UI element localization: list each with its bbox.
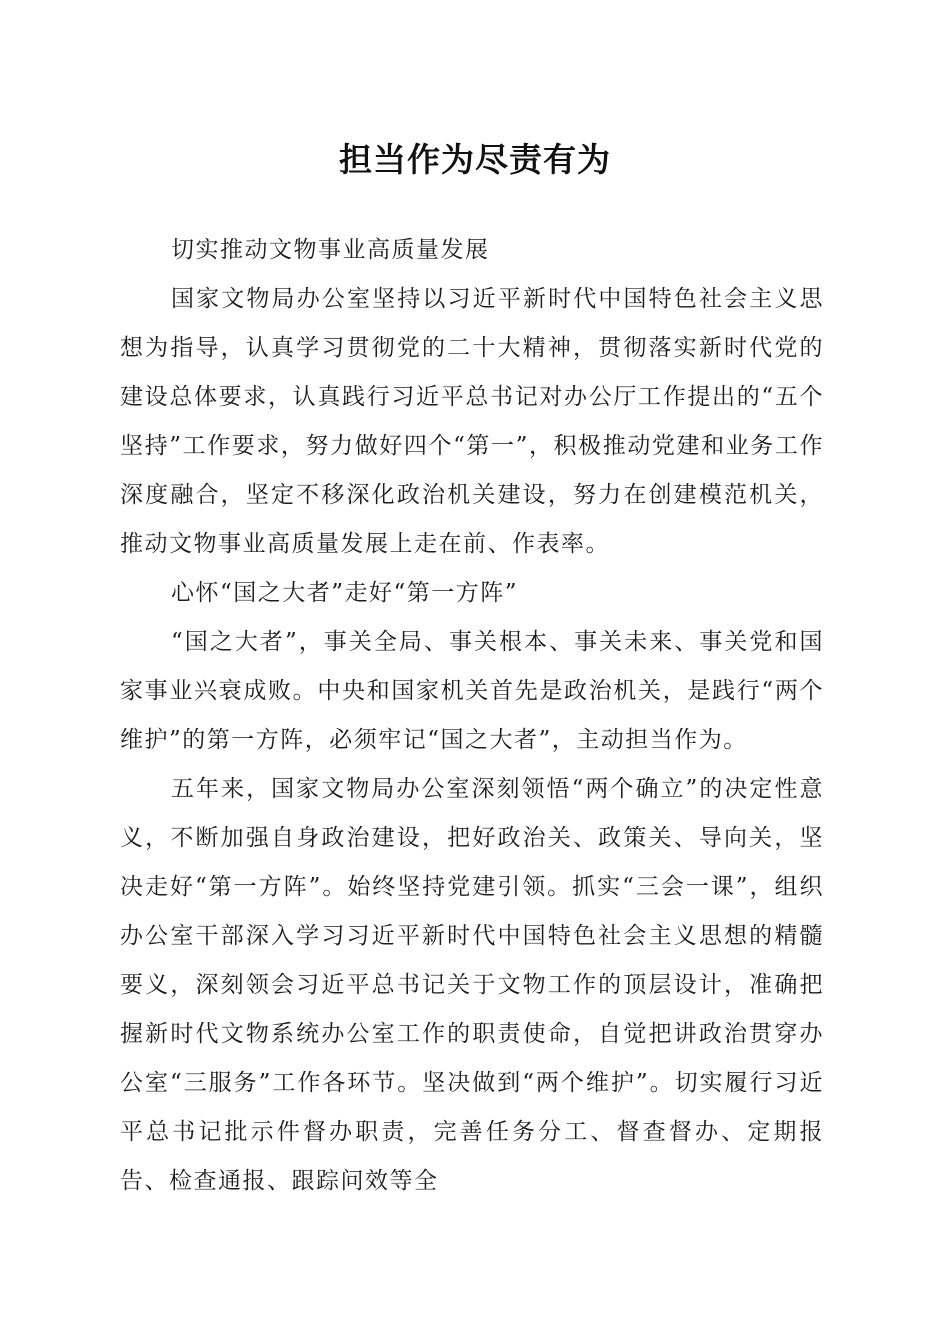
paragraph-2: “国之大者”，事关全局、事关根本、事关未来、事关党和国家事业兴衰成败。中央和国家机关首先是政治机关，是践行“两个维护”的第一方阵，必须牢记“国之大者”，主动担当作为。 (120, 629, 824, 753)
section-heading-1: 切实推动文物事业高质量发展 (171, 237, 490, 263)
document-body (120, 226, 824, 1206)
section-heading-2: 心怀“国之大者”走好“第一方阵” (171, 580, 519, 606)
paragraph-3: 五年来，国家文物局办公室深刻领悟“两个确立”的决定性意义，不断加强自身政治建设，把好政治关、政策关、导向关，坚决走好“第一方阵”。始终坚持党建引领。抓实“三会一课”，组织办公室干部深入学习习近平新时代中国特色社会主义思想的精髓要义，深刻领会习近平总书记关于文物工作的顶层设计，准确把握新时代文物系统办公室工作的职责使命，自觉把讲政治贯穿办公室“三服务”工作各环节。坚决做到“两个维护”。切实履行习近平总书记批示件督办职责，完善任务分工、督查督办、定期报告、检查通报、跟踪问效等全 (120, 776, 824, 1194)
paragraph-1: 国家文物局办公室坚持以习近平新时代中国特色社会主义思想为指导，认真学习贯彻党的二十大精神，贯彻落实新时代党的建设总体要求，认真践行习近平总书记对办公厅工作提出的“五个坚持”工作要求，努力做好四个“第一”，积极推动党建和业务工作深度融合，坚定不移深化政治机关建设，努力在创建模范机关，推动文物事业高质量发展上走在前、作表率。 (120, 286, 824, 557)
document-title: 担当作为尽责有为 (339, 140, 611, 179)
